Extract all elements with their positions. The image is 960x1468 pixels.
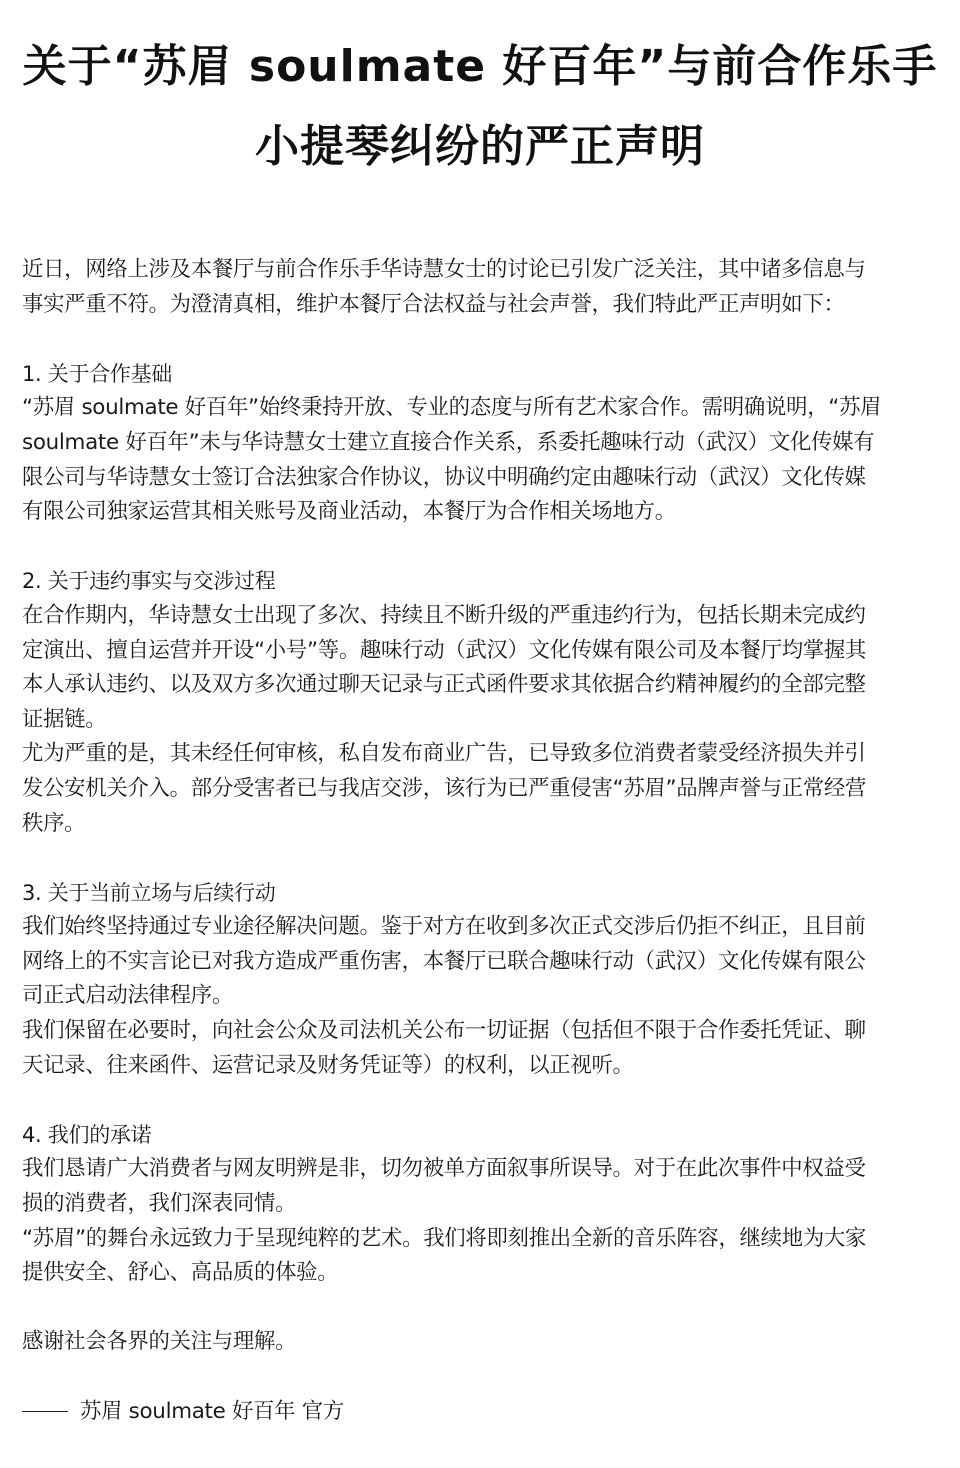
body-line: 近日，网络上涉及本餐厅与前合作乐手华诗慧女士的讨论已引发广泛关注，其中诸多信息与 <box>22 257 866 282</box>
signature-dash <box>22 1411 68 1412</box>
blank-line <box>22 841 952 876</box>
body-line: 事实严重不符。为澄清真相，维护本餐厅合法权益与社会声誉，我们特此严正声明如下： <box>22 291 845 317</box>
section-heading: 3. 关于当前立场与后续行动 <box>22 880 276 905</box>
body-line: “苏眉”的舞台永远致力于呈现纯粹的艺术。我们将即刻推出全新的音乐阵容，继续地为大家 <box>22 1225 867 1251</box>
statement-title-line-1: 关于“苏眉 soulmate 好百年”与前合作乐手 <box>22 41 938 92</box>
blank-line <box>22 1291 952 1326</box>
body-line: 有限公司独家运营其相关账号及商业活动，本餐厅为合作相关场地方。 <box>22 499 676 525</box>
blank-line <box>22 322 952 357</box>
body-line: 定演出、擅自运营并开设“小号”等。趣味行动（武汉）文化传媒有限公司及本餐厅均掌握其 <box>22 637 867 663</box>
blank-line <box>22 530 952 565</box>
statement-body <box>22 253 952 1429</box>
body-line: 我们保留在必要时，向社会公众及司法机关公布一切证据（包括但不限于合作委托凭证、聊 <box>22 1018 866 1044</box>
blank-line <box>22 1083 952 1118</box>
body-line: 网络上的不实言论已对我方造成严重伤害，本餐厅已联合趣味行动（武汉）文化传媒有限公 <box>22 948 866 974</box>
body-line: 损的消费者，我们深表同情。 <box>22 1191 297 1217</box>
body-line: 尤为严重的是，其未经任何审核，私自发布商业广告，已导致多位消费者蒙受经济损失并引 <box>22 741 866 767</box>
body-line: 在合作期内，华诗慧女士出现了多次、持续且不断升级的严重违约行为，包括长期未完成约 <box>22 602 866 628</box>
signature <box>22 1395 952 1430</box>
body-line: 天记录、往来函件、运营记录及财务凭证等）的权利，以正视听。 <box>22 1052 634 1078</box>
body-line: 感谢社会各界的关注与理解。 <box>22 1329 297 1355</box>
body-line: 提供安全、舒心、高品质的体验。 <box>22 1260 339 1286</box>
signature-text: 苏眉 soulmate 好百年 官方 <box>80 1398 344 1424</box>
statement-title-line-2: 小提琴纠纷的严正声明 <box>255 121 705 172</box>
body-line: soulmate 好百年”未与华诗慧女士建立直接合作关系，系委托趣味行动（武汉）文化传媒有 <box>22 429 875 455</box>
blank-line <box>22 1360 952 1395</box>
body-line: 我们恳请广大消费者与网友明辨是非，切勿被单方面叙事所误导。对于在此次事件中权益受 <box>22 1156 866 1182</box>
section-heading: 2. 关于违约事实与交涉过程 <box>22 569 276 594</box>
body-line: 秩序。 <box>22 810 86 836</box>
body-line: 证据链。 <box>22 706 107 732</box>
body-line: 我们始终坚持通过专业途径解决问题。鉴于对方在收到多次正式交涉后仍拒不纠正，且目前 <box>22 914 866 940</box>
body-line: 本人承认违约、以及双方多次通过聊天记录与正式函件要求其依据合约精神履约的全部完整 <box>22 672 866 698</box>
body-line: 限公司与华诗慧女士签订合法独家合作协议，协议中明确约定由趣味行动（武汉）文化传媒 <box>22 464 866 490</box>
section-heading: 1. 关于合作基础 <box>22 361 173 386</box>
section-heading: 4. 我们的承诺 <box>22 1122 152 1147</box>
body-line: “苏眉 soulmate 好百年”始终秉持开放、专业的态度与所有艺术家合作。需明确说明，“苏眉 <box>22 395 882 421</box>
body-line: 发公安机关介入。部分受害者已与我店交涉，该行为已严重侵害“苏眉”品牌声誉与正常经营 <box>22 775 867 801</box>
body-line: 司正式启动法律程序。 <box>22 983 233 1009</box>
